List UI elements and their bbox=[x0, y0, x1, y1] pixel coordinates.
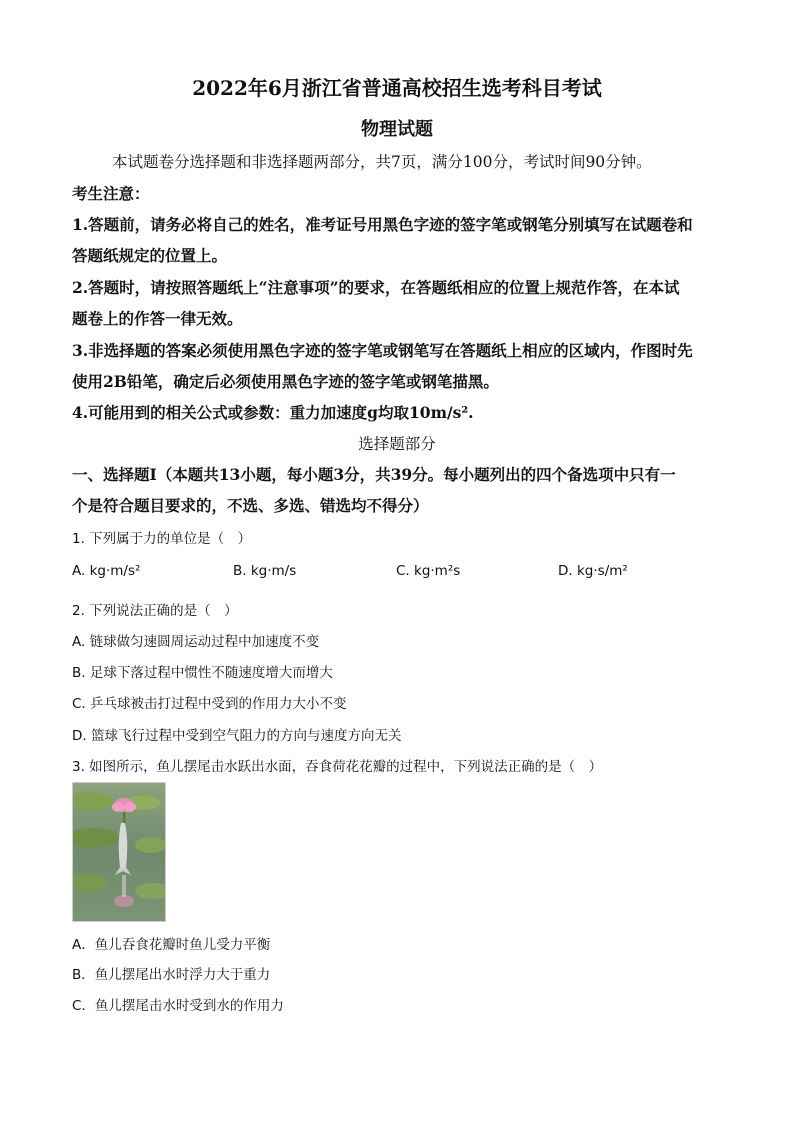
exam-title: 2022年6月浙江省普通高校招生选考科目考试 bbox=[192, 76, 602, 100]
notice-item: 题卷上的作答一律无效。 bbox=[72, 309, 243, 328]
question-1-option-c: C. kg·m²s bbox=[396, 563, 461, 579]
section-title: 选择题部分 bbox=[358, 435, 436, 453]
notice-item: 使用2B铅笔，确定后必须使用黑色字迹的签字笔或钢笔描黑。 bbox=[72, 372, 499, 391]
question-1-option-b: B. kg·m/s bbox=[233, 563, 297, 579]
question-2-stem: 2. 下列说法正确的是（ ） bbox=[72, 603, 238, 619]
part-instructions: 一、选择题Ⅰ（本题共13小题，每小题3分，共39分。每小题列出的四个备选项中只有一 bbox=[72, 465, 676, 484]
question-1-option-d: D. kg·s/m² bbox=[558, 563, 628, 579]
question-3-option-c: C．鱼儿摆尾击水时受到水的作用力 bbox=[72, 998, 284, 1014]
question-3-stem: 3. 如图所示，鱼儿摆尾击水跃出水面，吞食荷花花瓣的过程中，下列说法正确的是（ ） bbox=[72, 759, 603, 775]
notice-heading: 考生注意： bbox=[72, 184, 150, 203]
exam-subtitle: 物理试题 bbox=[361, 119, 433, 140]
question-1-option-a: A. kg·m/s² bbox=[72, 563, 141, 579]
question-2-option-d: D. 篮球飞行过程中受到空气阻力的方向与速度方向无关 bbox=[72, 728, 402, 744]
notice-item: 4.可能用到的相关公式或参数：重力加速度g均取10m/s². bbox=[72, 403, 474, 422]
question-2-option-b: B. 足球下落过程中惯性不随速度增大而增大 bbox=[72, 665, 333, 681]
notice-item: 2.答题时，请按照答题纸上“注意事项”的要求，在答题纸相应的位置上规范作答，在本试 bbox=[72, 278, 680, 297]
question-3-option-a: A．鱼儿吞食花瓣时鱼儿受力平衡 bbox=[72, 937, 271, 953]
notice-item: 1.答题前，请务必将自己的姓名，准考证号用黑色字迹的签字笔或钢笔分别填写在试题卷和 bbox=[72, 215, 693, 234]
question-3-option-b: B．鱼儿摆尾出水时浮力大于重力 bbox=[72, 967, 271, 983]
fish-lotus-photo bbox=[72, 782, 166, 922]
intro-text: 本试题卷分选择题和非选择题两部分，共7页，满分100分，考试时间90分钟。 bbox=[112, 153, 652, 171]
question-2-option-a: A. 链球做匀速圆周运动过程中加速度不变 bbox=[72, 634, 320, 650]
question-2-option-c: C. 乒乓球被击打过程中受到的作用力大小不变 bbox=[72, 696, 347, 712]
notice-item: 答题纸规定的位置上。 bbox=[72, 246, 228, 265]
part-instructions: 个是符合题目要求的，不选、多选、错选均不得分） bbox=[72, 496, 429, 515]
notice-item: 3.非选择题的答案必须使用黑色字迹的签字笔或钢笔写在答题纸上相应的区域内，作图时先 bbox=[72, 341, 693, 360]
question-1-stem: 1. 下列属于力的单位是（ ） bbox=[72, 531, 252, 547]
